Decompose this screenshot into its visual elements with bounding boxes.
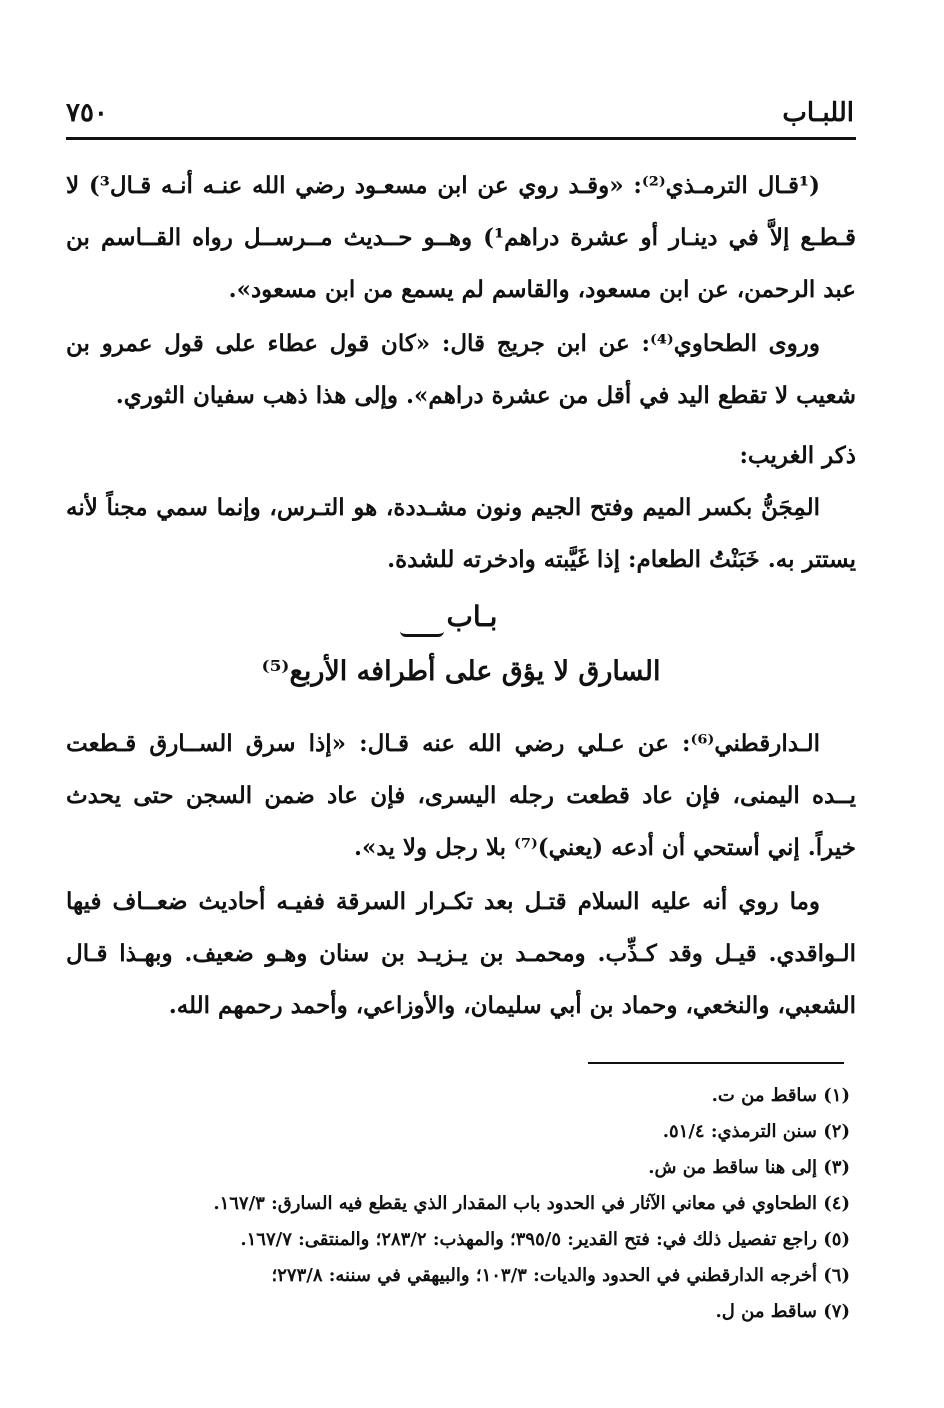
footnotes xyxy=(60,1078,850,1330)
paragraph-tirmidhi xyxy=(66,160,856,316)
footnote-6: (٦) أخرجه الدارقطني في الحدود والديات: ١٠٣/٣؛ والبيهقي في سننه: ٢٧٣/٨؛ xyxy=(271,1265,850,1286)
paragraph-text: (¹قـال الترمـذي⁽²⁾: «وقـد روي عن ابن مسعـود رضي الله عنـه أنـه قـال³) لا قـطـع إلاَّ في دينـار أو عشرة دراهم¹) وهــو حــديث مــرســل رواه القــاسم بن عبد الرحمن، عن ابن مسعود، والقاسم لم يسمع من ابن مسعود». xyxy=(66,172,856,303)
footnote-5: (٥) راجع تفصيل ذلك في: فتح القدير: ٣٩٥/٥؛ والمهذب: ٢٨٣/٢؛ والمنتقى: ١٦٧/٧. xyxy=(240,1229,850,1250)
paragraph-text: الـدارقطني⁽⁶⁾: عن عـلي رضي الله عنه قـال: «إذا سرق الســارق قـطعت يــده اليمنى، فإن عاد قطعت رجله اليسرى، فإن عاد ضمن السجن حتى يحدث خيراً. إني أستحي أن أدعه (يعني)⁽⁷⁾ بلا رجل ولا يد». xyxy=(66,730,856,861)
section-heading-gharib xyxy=(66,442,856,469)
chapter-word: بـاب xyxy=(446,600,498,633)
footnote-2: (٢) سنن الترمذي: ٥١/٤. xyxy=(662,1121,850,1142)
paragraph-text: وما روي أنه عليه السلام قتـل بعد تكـرار السرقة ففيـه أحاديث ضعــاف فيها الـواقدي. قيـل وقد كـذِّب. ومحمـد بن يـزيـد بن سنان وهـو ضعيف. وبهـذا قـال الشعبي، والنخعي، وحماد بن أبي سليمان، والأوزاعي، وأحمد رحمهم الله. xyxy=(66,888,856,1019)
chapter-ornament xyxy=(400,628,444,637)
paragraph-daraqutni xyxy=(66,718,856,874)
footnote-3: (٣) إلى هنا ساقط من ش. xyxy=(648,1157,850,1178)
paragraph-ahadith xyxy=(66,876,856,1032)
paragraph-gharib xyxy=(66,482,856,586)
section-heading-text: ذكر الغريب: xyxy=(739,442,856,469)
running-title: اللبـاب xyxy=(782,98,854,128)
paragraph-tahawi xyxy=(66,318,856,422)
footnote-rule xyxy=(588,1062,844,1064)
header-rule xyxy=(66,137,856,140)
footnote-7: (٧) ساقط من ل. xyxy=(715,1301,850,1322)
running-header xyxy=(66,96,854,136)
footnote-1: (١) ساقط من ت. xyxy=(711,1085,850,1106)
footnote-4: (٤) الطحاوي في معاني الآثار في الحدود باب المقدار الذي يقطع فيه السارق: ١٦٧/٣. xyxy=(213,1193,850,1214)
paragraph-text: المِجَنُّ بكسر الميم وفتح الجيم ونون مشـددة، هو التـرس، وإنما سمي مجناً لأنه يستتر به. خَبَنْتُ الطعام: إذا غَيَّبته وادخرته للشدة. xyxy=(66,494,856,573)
paragraph-text: وروى الطحاوي⁽⁴⁾: عن ابن جريج قال: «كان قول عطاء على قول عمرو بن شعيب لا تقطع اليد في أقل من عشرة دراهم». وإلى هذا ذهب سفيان الثوري. xyxy=(66,330,856,409)
page-number: ٧٥٠ xyxy=(66,98,108,128)
chapter-title: السارق لا يؤق على أطرافه الأربع⁽⁵⁾ xyxy=(261,656,661,687)
